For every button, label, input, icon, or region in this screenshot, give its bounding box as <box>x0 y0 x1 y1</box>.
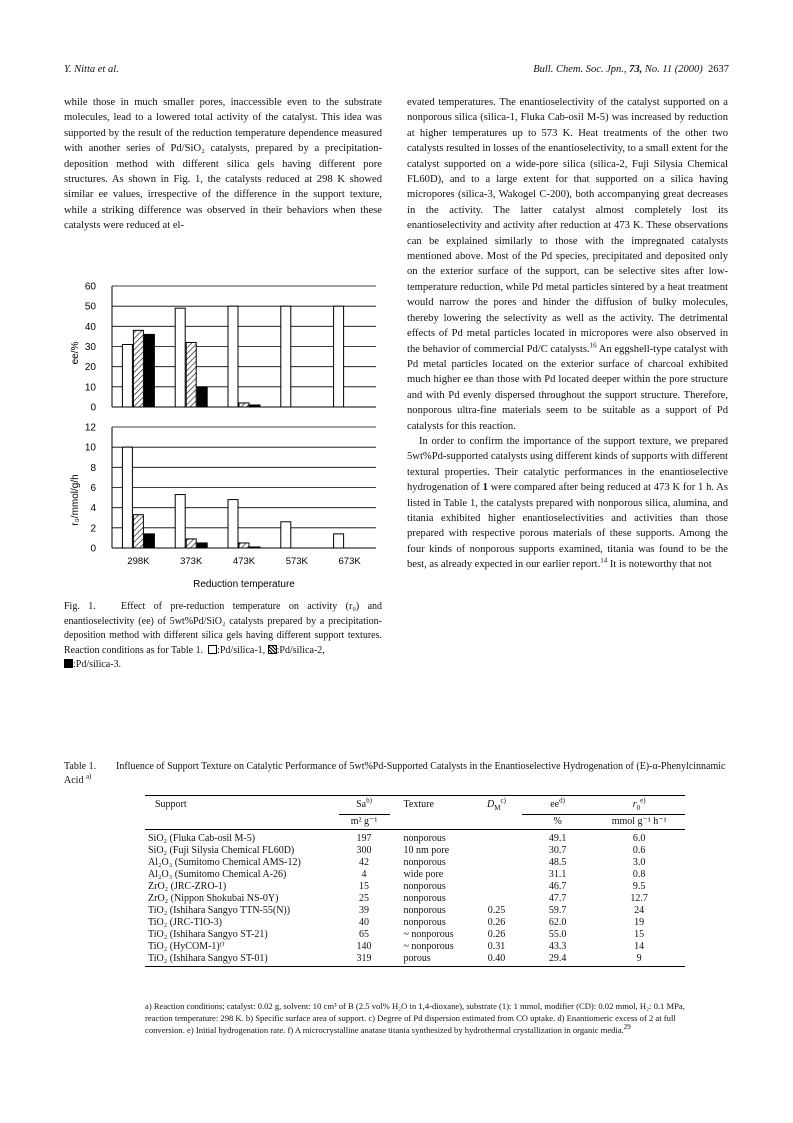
cell-dm <box>471 869 522 881</box>
bar-pd-silica-1-373k <box>175 308 185 407</box>
table-row <box>145 830 685 846</box>
cell-sa: 15 <box>359 881 370 892</box>
cell-sa: 39 <box>359 905 370 916</box>
y-axis-label-ee: ee/% <box>70 341 81 365</box>
header-texture: Texture <box>390 796 472 815</box>
legend-hatched-square-icon <box>268 645 277 654</box>
table-header-row <box>145 796 685 815</box>
table-row <box>145 869 685 881</box>
cell-sa: 140 <box>356 941 372 952</box>
table-row <box>145 857 685 869</box>
cell-texture: nonporous <box>403 857 446 868</box>
cell-r0: 3.0 <box>632 857 646 868</box>
bar-pd-silica-1-473k <box>228 500 238 548</box>
x-tick-label: 573K <box>285 556 308 567</box>
cell-r0: 15 <box>634 929 645 940</box>
figure-caption-label: Fig. 1. <box>64 601 96 612</box>
figure-caption-text: Effect of pre-reduction temperature on activity (r₀) and enantioselectivity (ee) of 5wt%Pd/SiO₂ catalysts prepared by a precipitation-deposition method with different silica gels having different support textures. Reaction conditions as for Table 1. <box>64 601 383 656</box>
cell-r0: 12.7 <box>630 893 648 904</box>
figure-caption <box>64 600 382 673</box>
chart-ee <box>85 282 376 414</box>
table-row <box>145 917 685 929</box>
cell-support: TiO₂ (JRC-TIO-3) <box>148 917 222 928</box>
journal-issue: No. 11 (2000) <box>644 64 703 75</box>
page-number: 2637 <box>708 64 729 75</box>
reference-mark: 14 <box>600 556 608 565</box>
bar-pd-silica-3-473k <box>250 405 260 407</box>
y-tick-label: 10 <box>84 382 96 394</box>
table-caption-text: Influence of Support Texture on Catalytic Performance of 5wt%Pd-Supported Catalysts in the Enantioselective Hydrogenation of (E)-α-Phenylcinnamic Acid <box>64 761 726 786</box>
bar-pd-silica-3-373k <box>197 543 207 548</box>
table-caption-mark: a) <box>85 772 92 781</box>
header-dm: $D_M^{c)}$ <box>471 796 522 815</box>
cell-sa: 42 <box>359 857 370 868</box>
y-tick-label: 0 <box>90 543 96 555</box>
y-tick-label: 12 <box>84 422 96 434</box>
unit-sa: m² g⁻¹ <box>339 815 390 830</box>
cell-support: SiO₂ (Fluka Cab-osil M-5) <box>148 833 256 844</box>
bar-pd-silica-1-573k <box>281 306 291 407</box>
legend-label-silica-3: :Pd/silica-3. <box>73 659 122 671</box>
compound-number: 1 <box>482 482 488 494</box>
paragraph: while those in much smaller pores, inaccessible even to the substrate molecules, lead to a lowered total activity of the catalyst. This idea was supported by the result of the reduction temperature dependence measured with another series of Pd/SiO₂ catalysts, prepared by a precipitation-deposition method with different silica gels having different pore structures. As shown in Fig. 1, the catalysts reduced at 298 K showed similar ee values, irrespective of the difference in the support texture, while a striking difference was observed in their behaviors when these catalysts were reduced at el- <box>64 97 382 232</box>
cell-texture: ~ nonporous <box>403 941 454 952</box>
legend-white-square-icon <box>208 645 217 654</box>
bar-pd-silica-1-473k <box>228 306 238 407</box>
cell-dm <box>471 893 522 905</box>
table-row <box>145 905 685 917</box>
unit-r0: mmol g⁻¹ h⁻¹ <box>593 815 685 830</box>
cell-sa: 40 <box>359 917 370 928</box>
table-1 <box>145 795 685 967</box>
cell-support: SiO₂ (Fuji Silysia Chemical FL60D) <box>148 845 295 856</box>
table-units-row <box>145 815 685 830</box>
y-tick-label: 8 <box>90 462 96 474</box>
cell-ee: 48.5 <box>548 857 567 868</box>
y-tick-label: 6 <box>90 483 96 494</box>
header-r0: $r_0^{e)}$ <box>593 796 685 815</box>
x-axis-label: Reduction temperature <box>193 579 295 590</box>
bar-pd-silica-2-298k <box>133 515 143 548</box>
cell-texture: porous <box>390 953 472 967</box>
cell-support: Al₂O₃ (Sumitomo Chemical A-26) <box>148 869 287 880</box>
cell-r0: 14 <box>634 941 645 952</box>
cell-support: TiO₂ (HyCOM-1)ᶠ⁾ <box>148 941 225 952</box>
bar-pd-silica-2-298k <box>133 330 143 407</box>
header-sa: Sa$^{b)}$ <box>339 796 390 815</box>
table-row <box>145 953 685 967</box>
cell-texture: 10 nm pore <box>403 845 450 856</box>
cell-r0: 24 <box>634 905 645 916</box>
cell-ee: 31.1 <box>548 869 567 880</box>
bar-pd-silica-1-373k <box>175 495 185 548</box>
y-tick-label: 20 <box>84 362 96 374</box>
bar-pd-silica-2-373k <box>186 342 196 407</box>
table-row <box>145 893 685 905</box>
table-footnote: a) Reaction conditions; catalyst: 0.02 g, solvent: 10 cm³ of B (2.5 vol% H₂O in 1,4-dioxane), substrate (1): 1 mmol, modifier (CD): 0.02 mmol, H₂: 0.1 MPa, reaction temperature: 298 K. b) Specific surface area of support. c) Degree of Pd dispersion estimated from CO uptake. d) Enantiomeric excess of 2 at full conversion. e) Initial hydrogenation rate. f) A microcrystalline anatase titania synthesized by hydrothermal crystallization in organic media.$^{29}$ <box>145 1001 685 1035</box>
paragraph: In order to confirm the importance of the support texture, we prepared 5wt%Pd-supported catalysts using different kinds of supports with different textural properties. Their catalytic performances in the enantioselective hydrogenation of 1 were compared after being reduced at 473 K for 1 h. As listed in Table 1, the catalysts prepared with nonporous silica, alumina, and titania exhibited higher enantioselectivities and activities than those prepared with respective porous materials of these supports. Among the four kinds of nonporous supports examined, titania was found to be the best, as already expected in our earlier report.$^{14}$ It is noteworthy that not <box>407 435 728 571</box>
cell-sa: 319 <box>339 953 390 967</box>
cell-dm: 0.31 <box>487 941 506 952</box>
bar-pd-silica-1-673k <box>334 534 344 548</box>
y-axis-label-r0: r₀/mmol/g/h <box>70 474 81 526</box>
table-row <box>145 929 685 941</box>
table-row <box>145 941 685 953</box>
figure-1 <box>64 278 384 596</box>
cell-dm: 0.25 <box>487 905 506 916</box>
table-caption-label: Table 1. <box>64 761 97 772</box>
right-column-text <box>407 95 728 573</box>
y-tick-label: 40 <box>84 321 96 333</box>
bar-pd-silica-2-473k <box>239 543 249 548</box>
cell-r0: 0.8 <box>632 869 646 880</box>
cell-support: ZrO₂ (Nippon Shokubai NS-0Y) <box>148 893 279 904</box>
bar-pd-silica-1-298k <box>122 447 132 548</box>
cell-texture: nonporous <box>403 881 446 892</box>
bar-pd-silica-3-373k <box>197 387 207 407</box>
x-tick-label: 673K <box>338 556 361 567</box>
cell-texture: nonporous <box>403 917 446 928</box>
bar-pd-silica-3-298k <box>144 334 154 407</box>
cell-dm: 0.40 <box>471 953 522 967</box>
y-tick-label: 50 <box>84 301 96 313</box>
cell-sa: 25 <box>359 893 370 904</box>
table-caption <box>64 760 734 788</box>
cell-ee: 55.0 <box>548 929 567 940</box>
x-tick-label: 298K <box>127 556 150 567</box>
cell-sa: 300 <box>356 845 372 856</box>
cell-sa: 65 <box>359 929 370 940</box>
cell-ee: 43.3 <box>548 941 567 952</box>
table-row <box>145 881 685 893</box>
y-tick-label: 30 <box>84 342 96 353</box>
cell-dm: 0.26 <box>487 917 506 928</box>
bar-pd-silica-1-573k <box>281 522 291 548</box>
cell-ee: 30.7 <box>548 845 567 856</box>
journal-name: Bull. Chem. Soc. Jpn., <box>533 64 627 75</box>
cell-r0: 9 <box>593 953 685 967</box>
table-row <box>145 845 685 857</box>
bar-pd-silica-3-298k <box>144 534 154 548</box>
cell-dm <box>471 881 522 893</box>
cell-ee: 49.1 <box>548 833 567 844</box>
cell-r0: 0.6 <box>632 845 646 856</box>
cell-texture: wide pore <box>403 869 444 880</box>
cell-r0: 6.0 <box>632 833 646 844</box>
y-tick-label: 4 <box>90 503 96 515</box>
cell-dm <box>471 857 522 869</box>
cell-ee: 46.7 <box>548 881 567 892</box>
header-support: Support <box>145 796 339 815</box>
bar-pd-silica-3-473k <box>250 547 260 548</box>
unit-ee: % <box>522 815 593 830</box>
cell-texture: ~ nonporous <box>403 929 454 940</box>
cell-sa: 197 <box>356 833 372 844</box>
cell-dm <box>471 830 522 846</box>
bar-pd-silica-2-373k <box>186 539 196 548</box>
cell-texture: nonporous <box>403 833 446 844</box>
reference-mark: 16 <box>589 340 597 349</box>
cell-ee: 29.4 <box>522 953 593 967</box>
cell-ee: 62.0 <box>548 917 567 928</box>
y-tick-label: 60 <box>84 281 96 293</box>
bar-pd-silica-1-673k <box>334 306 344 407</box>
cell-ee: 59.7 <box>548 905 567 916</box>
paragraph: evated temperatures. The enantioselectivity of the catalyst supported on a nonporous silica (silica-1, Fluka Cab-osil M-5) was increased by reduction at higher temperatures up to 573 K. Heat treatments of the other two catalysts resulted in losses of the enantioselectivity, to a small extent for the catalyst supported on a wide-pore silica (silica-2, Fuji Silysia Chemical FL60D), and to a large extent for that supported on a silica having micropores (silica-3, Wakogel C-200), both accompanying great decreases in the activity. The latter catalyst almost completely lost its enantioselectivity and activity after reduction at 473 K. These observations can be explained similarly to those with the impregnated catalysts mentioned above. Most of the Pd species, precipitated and deposited only on the exterior surface of the support, can be selective sites after low-temperature reduction, while Pd metal particles sintered by a heat treatment would narrow the pores and hinder the diffusion of bulky molecules, thereby lowering the selectivity as well as the activity. The detrimental effects of Pd metal particles located in micropores were also observed in the behavior of commercial Pd/C catalysts.$^{16}$ An eggshell-type catalyst with Pd metal particles located on the exterior surface of charcoal exhibited much higher ee than those with Pd located deeper within the pore structure and with Pd evenly dispersed throughout the support structure. Therefore, nonporous ultra-fine materials seem to be suitable as a support of Pd catalysts for this reaction. <box>407 97 728 432</box>
cell-r0: 9.5 <box>632 881 646 892</box>
y-tick-label: 2 <box>90 523 96 535</box>
cell-dm <box>471 845 522 857</box>
legend-black-square-icon <box>64 659 73 668</box>
header-ee: $ee^{d)}$ <box>522 796 593 815</box>
cell-support: TiO₂ (Ishihara Sangyo TTN-55(N)) <box>148 905 291 916</box>
y-tick-label: 0 <box>90 402 96 414</box>
legend-label-silica-1: :Pd/silica-1, <box>217 644 266 656</box>
cell-r0: 19 <box>634 917 645 928</box>
left-column-text <box>64 95 382 234</box>
chart-activity <box>85 423 376 568</box>
legend-label-silica-2: :Pd/silica-2, <box>276 644 325 656</box>
cell-texture: nonporous <box>403 905 446 916</box>
cell-texture: nonporous <box>403 893 446 904</box>
cell-dm: 0.26 <box>487 929 506 940</box>
cell-support: TiO₂ (Ishihara Sangyo ST-01) <box>145 953 339 967</box>
x-tick-label: 373K <box>180 556 203 567</box>
cell-sa: 4 <box>361 869 367 880</box>
x-tick-label: 473K <box>232 556 256 567</box>
bar-pd-silica-2-473k <box>239 403 249 407</box>
cell-support: TiO₂ (Ishihara Sangyo ST-21) <box>148 929 268 940</box>
reference-mark: 29 <box>623 1023 631 1032</box>
bar-pd-silica-1-298k <box>122 344 132 407</box>
cell-support: Al₂O₃ (Sumitomo Chemical AMS-12) <box>148 857 301 868</box>
running-header-journal <box>533 64 729 75</box>
running-header-authors: Y. Nitta et al. <box>64 64 119 75</box>
y-tick-label: 10 <box>84 442 96 454</box>
cell-support: ZrO₂ (JRC-ZRO-1) <box>148 881 227 892</box>
journal-volume: 73, <box>629 64 643 75</box>
cell-ee: 47.7 <box>548 893 567 904</box>
